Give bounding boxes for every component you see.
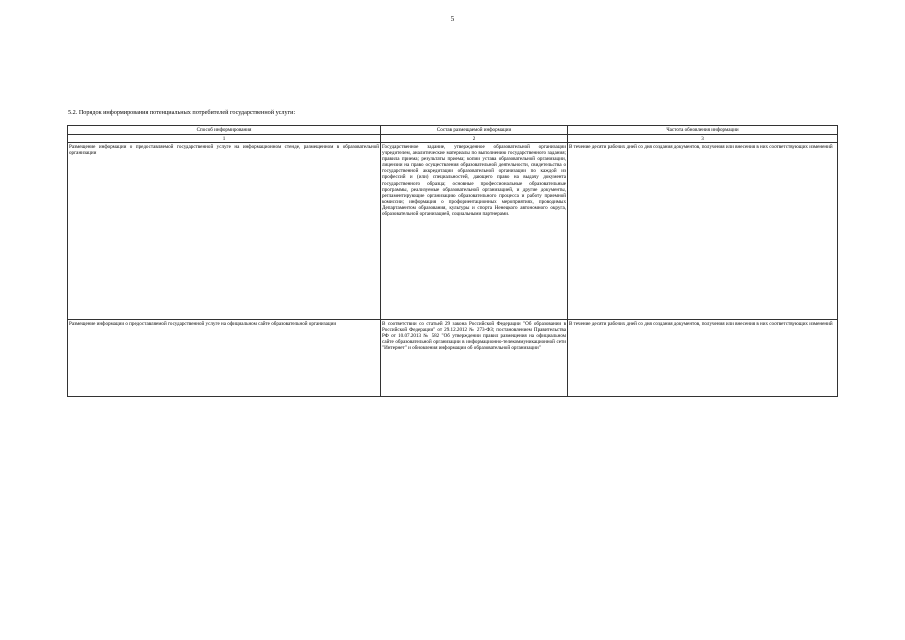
row-content-cell: В соответствии со статьей 29 закона Российской Федерации "Об образовании в Российской Федерации" от 29.12.2012 № 273-ФЗ; постановлением Правительства РФ от 10.07.2013 № 582 "Об утверждении правил размещения на официальном сайте образовательной организации в информационно-телекоммуникационной сети "Интернет" и обновления информации об образовательной организации" <box>381 320 568 397</box>
row-method-cell: Размещение информации о предоставляемой государственной услуге на официальном сайте образовательной организации <box>68 320 381 397</box>
section-heading: 5.2. Порядок информирования потенциальных потребителей государственной услуги: <box>68 109 296 116</box>
row-method-cell: Размещение информации о предоставляемой государственной услуге на информационном стенде, размещенном в образовательной организации <box>68 143 381 320</box>
table-row <box>68 320 838 397</box>
row-frequency-cell: В течение десяти рабочих дней со дня создания документов, получения или внесения в них соответствующих изменений <box>568 143 838 320</box>
header-frequency: Частота обновления информации <box>568 126 838 135</box>
information-table <box>67 125 838 397</box>
column-number-1: 1 <box>68 135 381 143</box>
page-number: 5 <box>450 15 455 23</box>
header-method: Способ информирования <box>68 126 381 135</box>
table-header-row <box>68 126 838 135</box>
table-row <box>68 143 838 320</box>
column-number-2: 2 <box>381 135 568 143</box>
row-content-cell: Государственное задание, утвержденное образовательной организации учредителем, аналитические материалы по выполнению государственного задания; правила приема; результаты приема; копии устава образовательной организации, лицензии на право осуществления образовательной деятельности, свидетельства о государственной аккредитации образовательной организации по каждой из профессий и (или) специальностей, дающего право на выдачу документа государственного образца; основные профессиональные образовательные программы, реализуемые образовательной организацией, и другие документы, регламентирующие организацию образовательного процесса и работу приемной комиссии; информация о профориентационных мероприятиях, проводимых Департаментом образования, культуры и спорта Ненецкого автономного округа, образовательной организацией, социальными партнерами. <box>381 143 568 320</box>
header-content: Состав размещаемой информации <box>381 126 568 135</box>
row-frequency-cell: В течение десяти рабочих дней со дня создания документов, получения или внесения в них соответствующих изменений <box>568 320 838 397</box>
table-number-row <box>68 135 838 143</box>
column-number-3: 3 <box>568 135 838 143</box>
